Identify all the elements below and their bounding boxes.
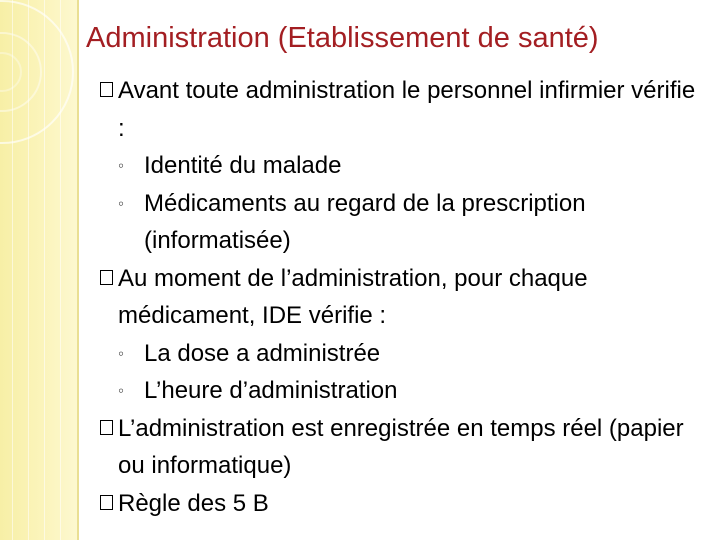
- slide-title: Administration (Etablissement de santé): [86, 22, 599, 54]
- bullet-text: Règle des 5 B: [118, 489, 269, 517]
- sub-bullet-text: Identité du malade: [144, 152, 342, 179]
- bullet-item: [100, 410, 700, 485]
- missing-glyph-box-icon: [100, 270, 113, 285]
- bullet-item: [100, 260, 700, 410]
- missing-glyph-box-icon: [100, 495, 113, 510]
- sub-bullet-item: [118, 147, 700, 185]
- sub-bullet-text: Médicaments au regard de la prescription (informatisée): [144, 189, 586, 254]
- bullet-list: [100, 72, 700, 522]
- ring-bullet-icon: ◦: [118, 343, 125, 363]
- sub-bullet-list: [118, 147, 700, 260]
- bullet-item: [100, 72, 700, 260]
- bullet-item: [100, 485, 700, 523]
- bullet-text: Au moment de l’administration, pour chaque médicament, IDE vérifie :: [118, 264, 588, 329]
- bullet-text: L’administration est enregistrée en temps réel (papier ou informatique): [118, 414, 684, 479]
- sub-bullet-item: [118, 185, 700, 260]
- sub-bullet-item: [118, 372, 700, 410]
- decorative-stripe: [12, 0, 13, 540]
- missing-glyph-box-icon: [100, 420, 113, 435]
- decorative-stripe: [44, 0, 45, 540]
- missing-glyph-box-icon: [100, 82, 113, 97]
- decorative-stripe: [28, 0, 29, 540]
- sub-bullet-text: L’heure d’administration: [144, 377, 398, 404]
- ring-bullet-icon: ◦: [118, 193, 125, 213]
- decorative-side-band: [0, 0, 77, 540]
- sub-bullet-list: [118, 335, 700, 410]
- ring-bullet-icon: ◦: [118, 156, 125, 175]
- side-band-divider: [77, 0, 79, 540]
- decorative-stripe: [60, 0, 61, 540]
- sub-bullet-item: [118, 335, 700, 373]
- ring-bullet-icon: ◦: [118, 381, 125, 400]
- sub-bullet-text: La dose a administrée: [144, 339, 381, 367]
- bullet-text: Avant toute administration le personnel infirmier vérifie :: [118, 77, 696, 142]
